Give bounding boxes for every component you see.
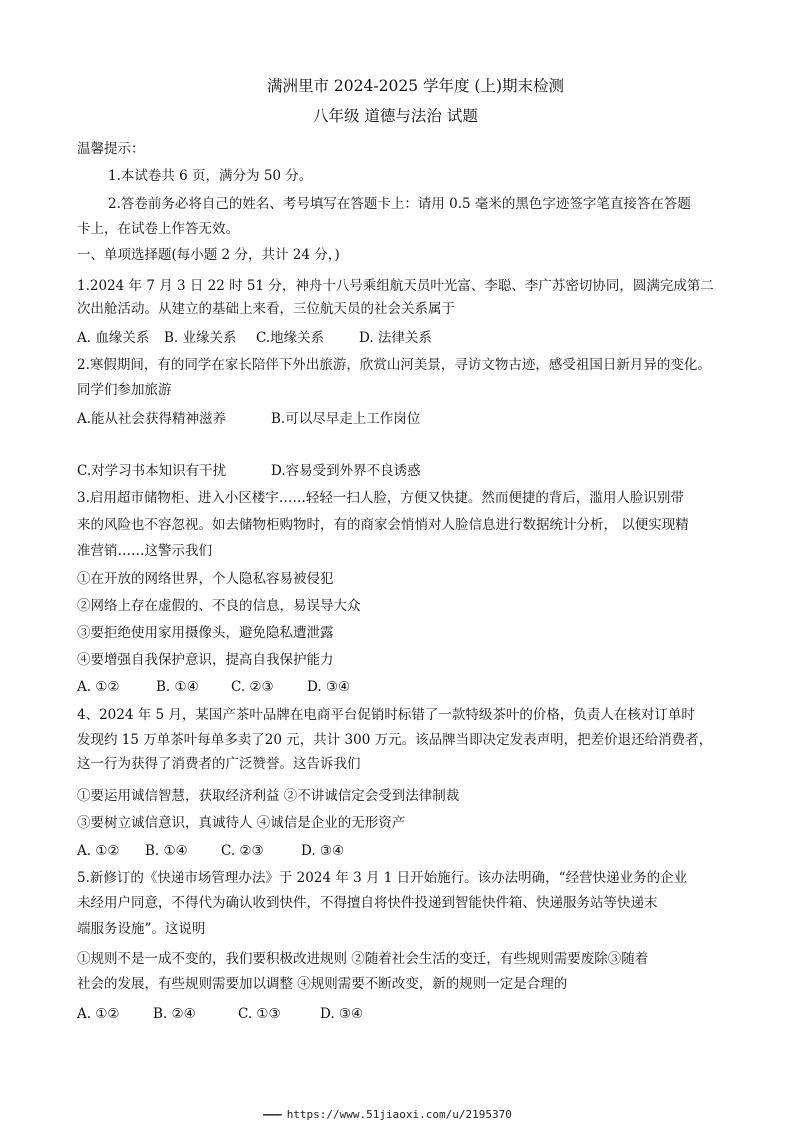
question-stem: 同学们参加旅游 [77,382,172,398]
option-a: A. ①② [77,1006,120,1022]
option-d: D. ③④ [320,1006,364,1022]
question-stem: 3.启用超市储物柜、进入小区楼宇……轻轻一扫人脸，方便又快捷。然而便捷的背后，滥用人脸识别带 [77,490,684,506]
statement-item: ①要运用诚信智慧，获取经济利益 ②不讲诚信定会受到法律制裁 [77,788,460,804]
question-stem: 5.新修订的《快递市场管理办法》于 2024 年 3 月 1 日开始施行。该办法明确，“经营快递业务的企业 [77,870,688,886]
question-stem: 这一行为获得了消费者的广泛赞誉。这告诉我们 [77,756,361,772]
exam-title: 满洲里市 2024-2025 学年度 (上)期末检测 [267,77,565,95]
footer-url[interactable]: https://www.51jiaoxi.com/u/2195370 [286,1108,512,1121]
option-b: B.可以尽早走上工作岗位 [271,411,421,427]
option-c: C.地缘关系 [256,330,325,346]
statement-item: ①在开放的网络世界，个人隐私容易被侵犯 [77,571,334,587]
option-b: B. ①④ [145,843,188,859]
question-stem: 4、2024 年 5 月，某国产茶叶品牌在电商平台促销时标错了一款特级茶叶的价格，负责人在核对订单时 [77,707,695,723]
question-stem: 发现约 15 万单茶叶每单多卖了20 元，共计 300 万元。该品牌当即决定发表声明，把差价退还给消费者， [77,732,713,748]
option-c: C. ②③ [231,679,274,695]
notice-item: 卡上，在试卷上作答无效。 [77,221,239,237]
option-a: A. 血缘关系 [77,330,150,346]
statement-item: ④要增强自我保护意识，提高自我保护能力 [77,652,334,668]
option-d: D. ③④ [301,843,345,859]
statement-item: ①规则不是一成不变的，我们要积极改进规则 ②随着社会生活的变迁，有些规则需要废除③随着 [77,951,649,967]
question-stem: 2.寒假期间，有的同学在家长陪伴下外出旅游，欣赏山河美景，寻访文物古迹，感受祖国日新月异的变化。 [77,357,711,373]
statement-item: ②网络上存在虚假的、不良的信息，易误导大众 [77,598,361,614]
question-stem: 准营销……这警示我们 [77,543,212,559]
footer-watermark [263,1106,512,1125]
question-stem: 端服务设施”。这说明 [77,921,206,937]
watermark-mark: ━━━━ [263,1111,281,1121]
option-a: A. ①② [77,679,120,695]
option-a: A.能从社会获得精神滋养 [77,411,227,427]
notice-item: 1.本试卷共 6 页，满分为 50 分。 [108,168,313,184]
option-b: B. 业缘关系 [164,330,237,346]
option-b: B. ①④ [156,679,199,695]
question-stem: 次出舱活动。从建立的基础上来看，三位航天员的社会关系属于 [77,301,455,317]
statement-item: ③要拒绝使用家用摄像头，避免隐私遭泄露 [77,625,334,641]
question-stem: 1.2024 年 7 月 3 日 22 时 51 分，神舟十八号乘组航天员叶光富、李聪、李广苏密切协同，圆满完成第二 [77,278,714,294]
option-c: C.对学习书本知识有干扰 [77,463,227,479]
option-c: C. ②③ [221,843,264,859]
statement-item: 社会的发展，有些规则需要加以调整 ④规则需要不断改变，新的规则一定是合理的 [77,976,568,992]
notice-heading: 温馨提示： [77,141,145,157]
option-d: D. ③④ [307,679,351,695]
notice-item: 2.答卷前务必将自己的姓名、考号填写在答题卡上：请用 0.5 毫米的黑色字迹签字笔直接答在答题 [108,196,691,212]
option-d: D.容易受到外界不良诱惑 [271,463,421,479]
option-b: B. ②④ [153,1006,196,1022]
option-c: C. ①③ [238,1006,281,1022]
option-a: A. ①② [77,843,120,859]
statement-item: ③要树立诚信意识，真诚待人 ④诚信是企业的无形资产 [77,815,406,831]
section-heading: 一、单项选择题(每小题 2 分，共计 24 分，) [77,247,340,263]
question-stem: 未经用户同意，不得代为确认收到快件，不得擅自将快件投递到智能快件箱、快递服务站等快递末 [77,895,658,911]
option-d: D. 法律关系 [359,330,432,346]
exam-subtitle: 八年级 道德与法治 试题 [313,107,478,125]
question-stem: 来的风险也不容忽视。如去储物柜购物时，有的商家会悄悄对人脸信息进行数据统计分析， 以便实现精 [77,517,689,533]
